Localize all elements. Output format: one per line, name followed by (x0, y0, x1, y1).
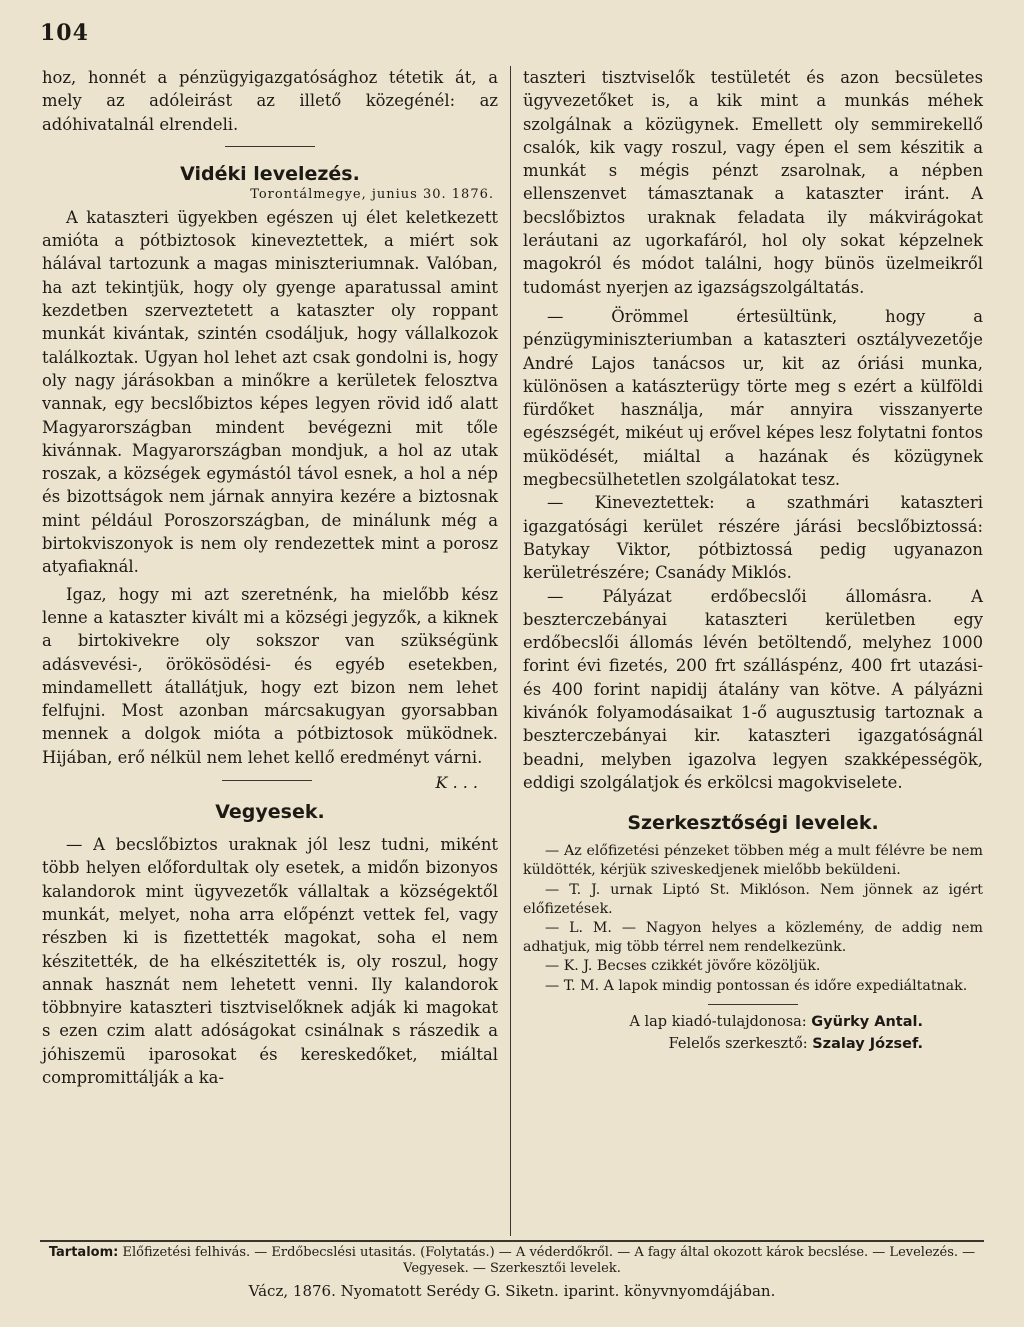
dateline: Torontálmegye, junius 30. 1876. (250, 186, 494, 202)
editor-line (523, 1033, 983, 1055)
page-number: 104 (40, 20, 89, 46)
section-divider (708, 1004, 798, 1005)
contents-label: Tartalom: (48, 1245, 119, 1260)
contents-text: Előfizetési felhivás. — Erdőbecslési utasitás. (Folytatás.) — A véderdőkről. — A fagy által okozott károk becslése. — Levelezés. — Vegyesek. — Szerkesztői levelek. (122, 1245, 976, 1276)
letter-item: — Az előfizetési pénzeket többen még a mult félévre be nem küldötték, kérjük sziveskedjenek mielőbb beküldeni. (523, 843, 983, 879)
article-paragraph: — Kineveztettek: a szathmári kataszteri igazgatósági kerület részére járási becslőbiztossá: Batykay Viktor, pótbiztossá pedig ugyanazon kerületrészére; Csanády Miklós. (523, 493, 983, 583)
article-paragraph: — A becslőbiztos uraknak jól lesz tudni, miként több helyen előfordultak oly esetek, a midőn bizonyos kalandorok mint ügyvezetők vállaltak a községektől munkát, melyet, noha arra előpénzt vettek fel, vagy részben ki is fizettették magokat, soha el nem készitették, de ha elkészitették is, oly roszul, hogy annak hasznát nem lehetett venni. Ily kalandorok többnyire kataszteri tisztviselőknek adják ki magokat s ezen czim alatt adóságokat csinálnak s rászedik a jóhiszemü iparosokat és kereskedőket, miáltal compromittálják a ka- (42, 835, 498, 1087)
article-paragraph: — Pályázat erdőbecslői állomásra. A beszterczebányai kataszteri kerületben egy erdőbecslői állomás lévén betöltendő, melyhez 1000 forint évi fizetés, 200 frt szálláspénz, 400 frt utazási- és 400 forint napidij átalány van kötve. A pályázni kivánók folyamodásaikat 1-ő augusztusig tartoznak a beszterczebányai kir. kataszteri igazgatóságnál beadni, melyben igazolva legyen szakképességök, eddigi szolgálatjok és erkölcsi magokviselete. (523, 586, 983, 792)
article-paragraph: — Örömmel értesültünk, hogy a pénzügyminiszteriumban a kataszteri osztályvezetője André Lajos tanácsos ur, kit az óriási munka, különösen a katászterügy törte meg s ezért a külföldi fürdőket használja, már annyira visszanyerte egészségét, mikéut uj erővel képes lesz folytatni fontos müködését, miáltal a hazának és közügynek megbecsülhetetlen szolgálatokat tesz. (523, 306, 983, 490)
publisher-line (523, 1011, 983, 1033)
publisher-label: A lap kiadó-tulajdonosa: (629, 1013, 807, 1030)
section-title-szerkesztosegi: Szerkesztőségi levelek. (627, 812, 879, 835)
article-paragraph: Igaz, hogy mi azt szeretnénk, ha mielőbb kész lenne a kataszter kivált mi a községi jegyzők, a kiknek a birtokivekre oly sokszor van szükségünk adásvevési-, örökösödési- és egyéb esetekben, mindamellett átallátjuk, hogy ezt bizon nem lehet felfujni. Most azonban márcsakugyan gyorsabban mennek a dolgok mióta a pótbiztosok müködnek. Hijában, erő nélkül nem lehet kellő eredményt várni. (42, 584, 498, 767)
editor-name: Szalay József. (812, 1035, 923, 1052)
letter-item: — L. M. — Nagyon helyes a közlemény, de addig nem adhatjuk, mig több térrel nem rendelkezünk. (523, 920, 983, 956)
signature: K . . . (435, 773, 478, 793)
section-divider (225, 146, 315, 147)
right-column (523, 66, 983, 1055)
article-paragraph: taszteri tisztviselők testületét és azon becsületes ügyvezetőket is, a kik mint a munkás méhek szolgálnak a közügynek. Emellett oly semmirekellő csalók, kik vagy roszul, vagy épen el sem készitik a munkát s mégis pénzt zsarolnak, a népben ellenszenvet támasztanak a kataszter iránt. A becslőbiztos uraknak feladata ily mákvirágokat leráutani az ugorkafáról, hol oly sokat képzelnek magokról és módot találni, hogy bünös üzelmeikről tudomást nyerjen az igazságszolgáltatás. (523, 68, 983, 297)
letter-item: — K. J. Becses czikkét jövőre közöljük. (545, 958, 821, 975)
editor-label: Felelős szerkesztő: (668, 1035, 808, 1052)
publisher-name: Gyürky Antal. (811, 1013, 923, 1030)
printer-imprint: Vácz, 1876. Nyomatott Serédy G. Siketn. iparint. könyvnyomdájában. (248, 1282, 776, 1300)
section-title-videki: Vidéki levelezés. (180, 162, 360, 185)
section-divider (222, 780, 312, 781)
table-of-contents (40, 1240, 984, 1277)
article-paragraph: A kataszteri ügyekben egészen uj élet keletkezett amióta a pótbiztosok kineveztettek, a miért sok hálával tartozunk a magas miniszteriumnak. Valóban, ha azt tekintjük, hogy oly gyenge aparatussal amint kezdetben szerveztetett a kataszter oly roppant munkát kivántak, szintén csodáljuk, hogy vállalkozok találkoztak. Ugyan hol lehet azt csak gondolni is, hogy oly nagy járásokban a minőkre a kerületek felosztva vannak, egy becslőbiztos képes legyen rövid idő alatt Magyarországban mindent bevégezni mit tőle kivánnak. Magyarországban mondjuk, a hol az utak roszak, a községek egymástól távol esnek, a hol a nép és bizottságok nem járnak annyira kezére a biztosnak mint például Poroszországban, de minálunk még a birtokviszonyok is nem oly rendezettek mint a porosz atyafiaknál. (42, 207, 498, 577)
left-column (42, 66, 498, 1089)
column-rule (510, 66, 511, 1236)
letter-item: — T. J. urnak Liptó St. Miklóson. Nem jönnek az igért előfizetések. (523, 881, 983, 917)
section-title-vegyesek: Vegyesek. (215, 801, 325, 824)
continuation-paragraph: hoz, honnét a pénzügyigazgatósághoz tétetik át, a mely az adóleirást az illető közegénél: az adóhivatalnál elrendeli. (42, 68, 498, 134)
letter-item: — T. M. A lapok mindig pontossan és időre expediáltatnak. (545, 977, 968, 994)
